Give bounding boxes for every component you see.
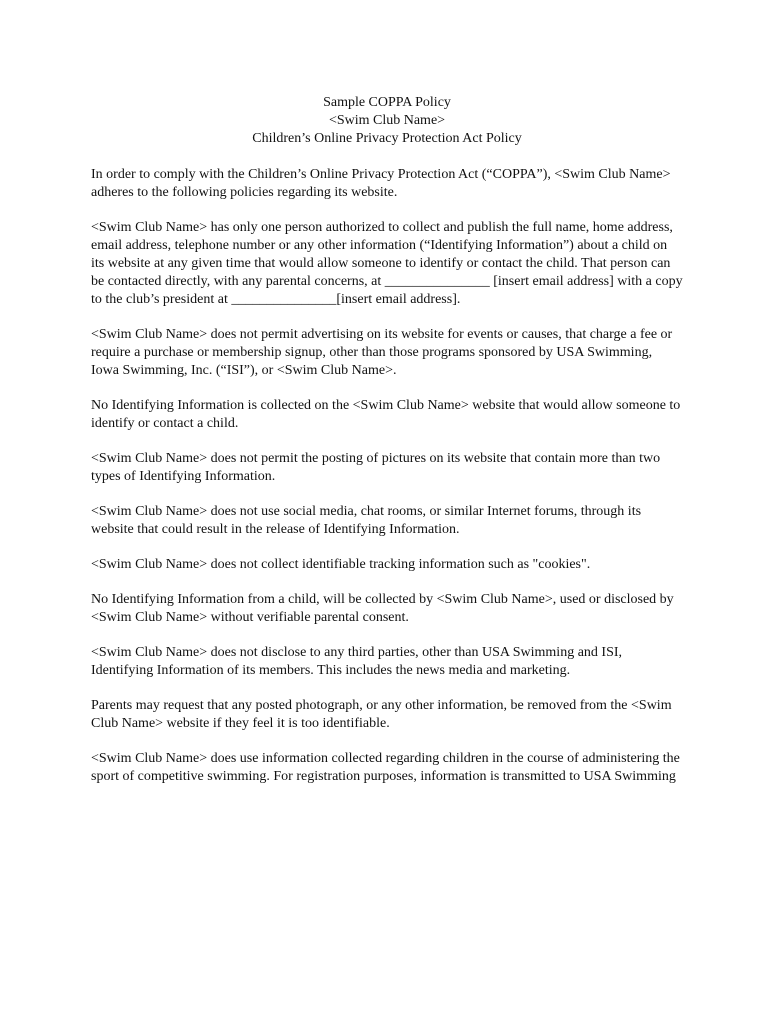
paragraph-intro: In order to comply with the Children’s Online Privacy Protection Act (“COPPA”), <Swim Club Name> adheres to the following policies regarding its website. xyxy=(91,167,671,200)
document-body xyxy=(91,94,683,803)
paragraph-pictures: <Swim Club Name> does not permit the posting of pictures on its website that contain more than two types of Identifying Information. xyxy=(91,451,661,484)
paragraph-no-identifying-collection: No Identifying Information is collected on the <Swim Club Name> website that would allow someone to identify or contact a child. xyxy=(91,398,681,431)
heading-line-act-name: Children’s Online Privacy Protection Act Policy xyxy=(252,131,522,146)
paragraph-cookies: <Swim Club Name> does not collect identifiable tracking information such as "cookies". xyxy=(91,557,591,572)
heading-line-club-name: <Swim Club Name> xyxy=(328,113,446,128)
paragraph-parental-consent: No Identifying Information from a child, will be collected by <Swim Club Name>, used or disclosed by <Swim Club Name> without verifiable parental consent. xyxy=(91,592,674,625)
document-heading xyxy=(91,94,683,148)
paragraph-removal-request: Parents may request that any posted photograph, or any other information, be removed from the <Swim Club Name> website if they feel it is too identifiable. xyxy=(91,698,672,731)
paragraph-authorized-person: <Swim Club Name> has only one person authorized to collect and publish the full name, home address, email address, telephone number or any other information (“Identifying Information”) about a child on its website at any given time that would allow someone to identify or contact the child. That person can be contacted directly, with any parental concerns, at _______________ [insert email address] with a copy to the club’s president at _______________[insert email address]. xyxy=(91,220,683,307)
paragraph-third-parties: <Swim Club Name> does not disclose to any third parties, other than USA Swimming and ISI, Identifying Information of its members. This includes the news media and marketing. xyxy=(91,645,623,678)
paragraph-social-media: <Swim Club Name> does not use social media, chat rooms, or similar Internet forums, through its website that could result in the release of Identifying Information. xyxy=(91,504,642,537)
paragraph-advertising: <Swim Club Name> does not permit advertising on its website for events or causes, that charge a fee or require a purchase or membership signup, other than those programs sponsored by USA Swimming, Iowa Swimming, Inc. (“ISI”), or <Swim Club Name>. xyxy=(91,327,673,378)
heading-line-title: Sample COPPA Policy xyxy=(323,95,451,110)
paragraph-registration: <Swim Club Name> does use information collected regarding children in the course of administering the sport of competitive swimming. For registration purposes, information is transmitted to USA Swimming xyxy=(91,751,680,784)
